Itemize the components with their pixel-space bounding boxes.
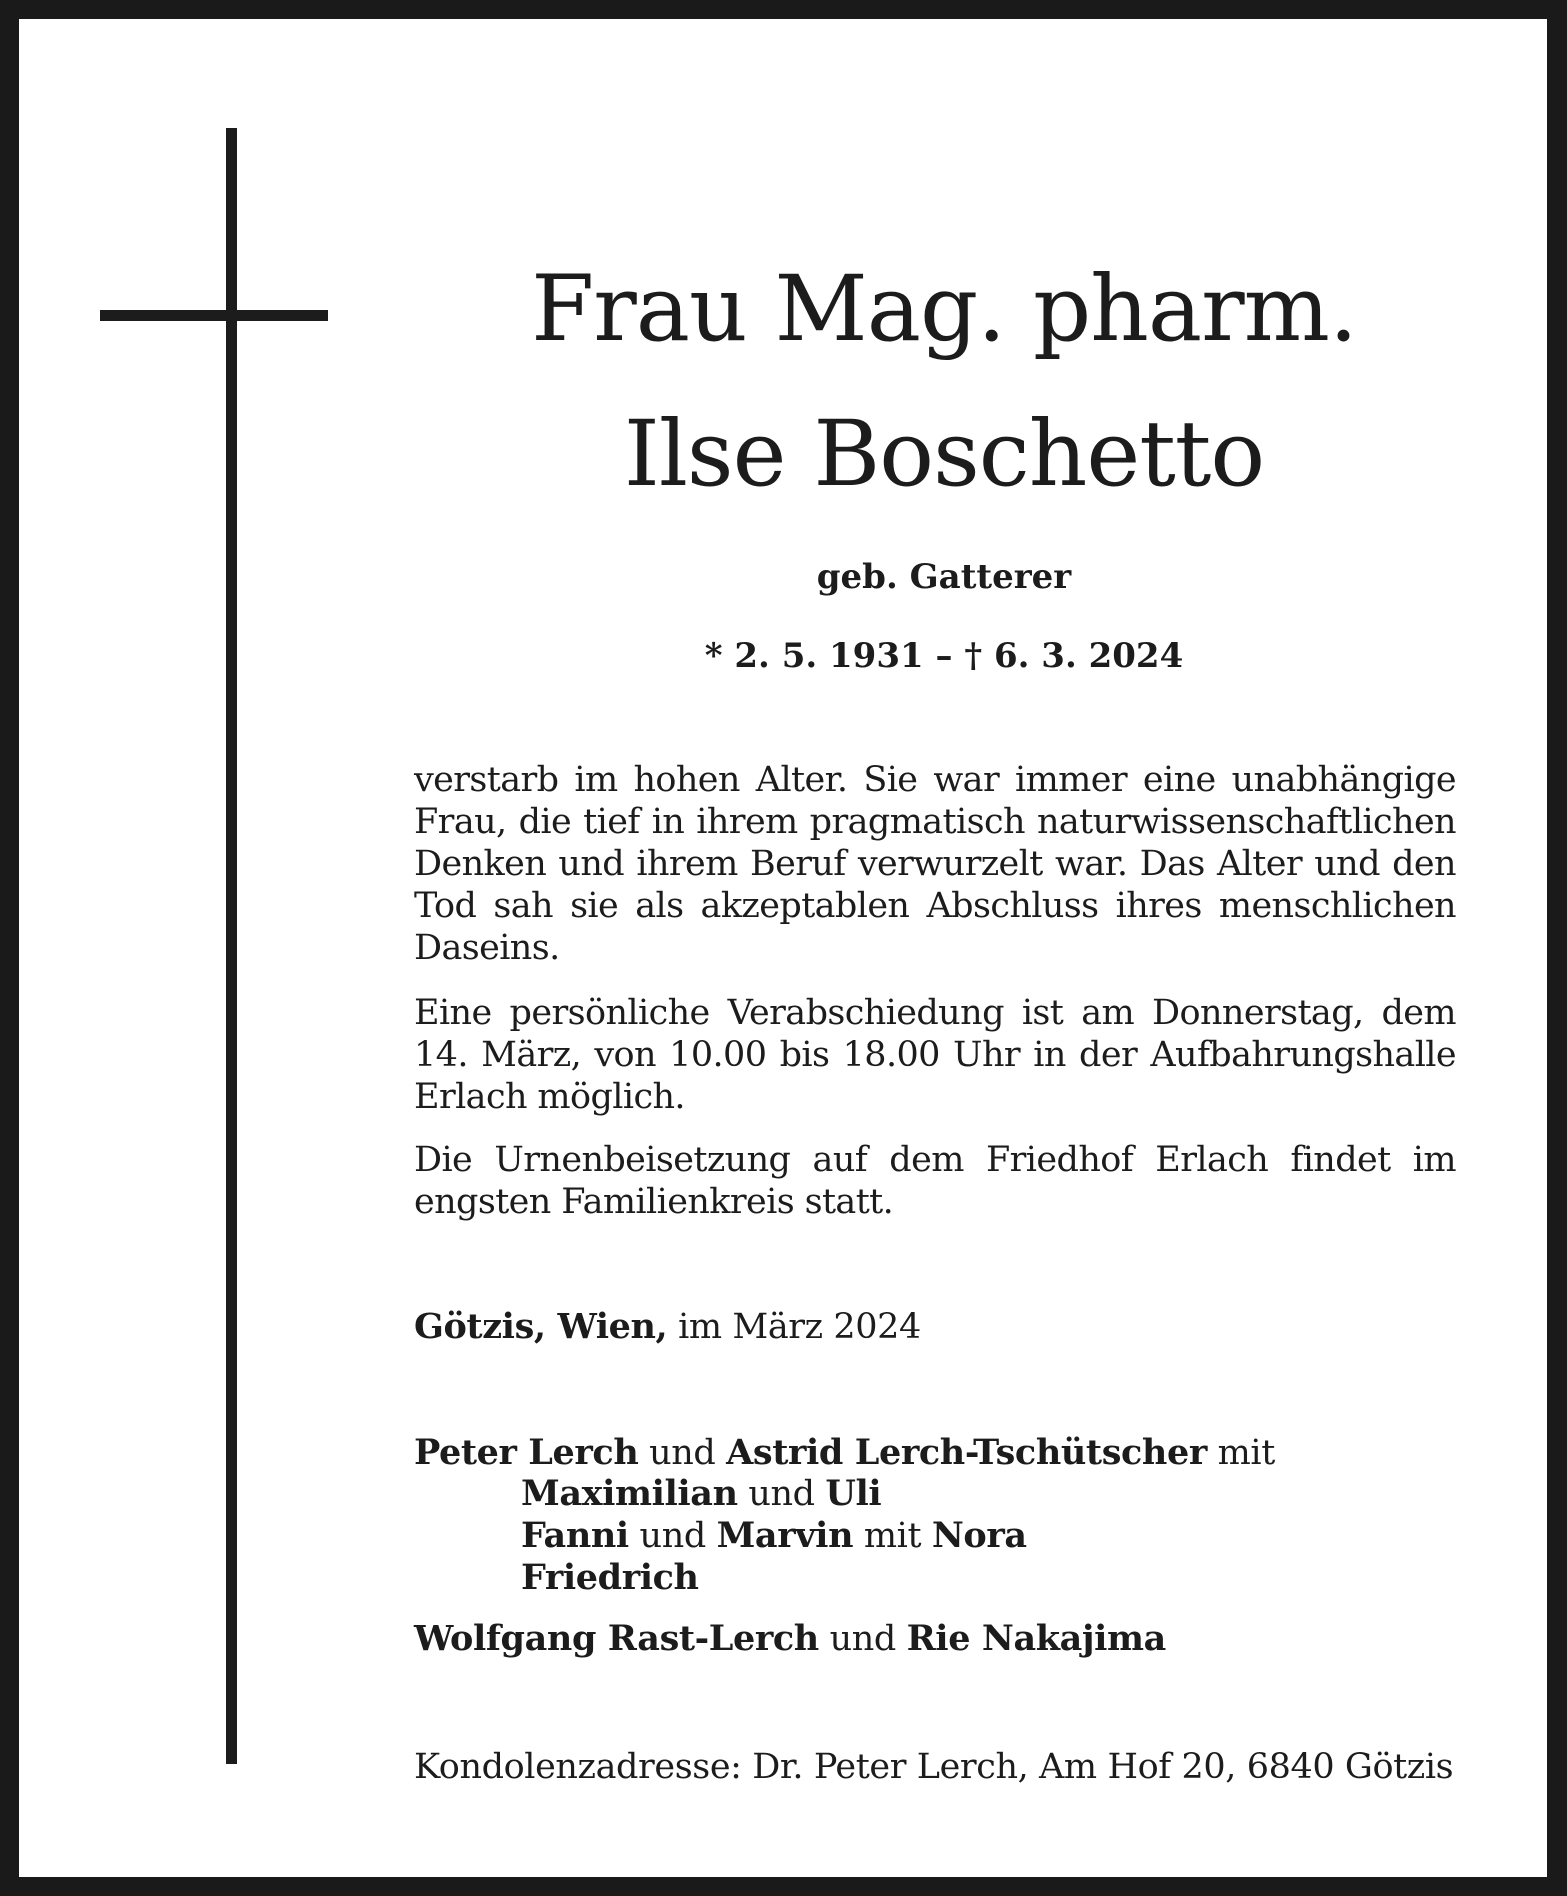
family-conjunction: und (649, 1433, 716, 1473)
family-name: Uli (825, 1473, 882, 1514)
family-conjunction: und (748, 1474, 815, 1514)
family-name: Friedrich (521, 1557, 699, 1598)
family-name: Maximilian (521, 1473, 738, 1514)
burial-paragraph: Die Urnenbeisetzung auf dem Friedhof Erlach findet im engsten Familienkreis statt. (414, 1140, 1456, 1222)
place-and-date (414, 1306, 921, 1348)
cross-vertical-bar (226, 128, 237, 1764)
deceased-name: Ilse Boschetto (623, 402, 1265, 507)
life-dates: * 2. 5. 1931 – † 6. 3. 2024 (704, 636, 1184, 676)
family-conjunction: und (639, 1516, 706, 1556)
date-text: im März 2024 (678, 1307, 921, 1347)
obituary-card (19, 19, 1547, 1877)
family-line (414, 1432, 1275, 1474)
family-name: Peter Lerch (414, 1432, 639, 1473)
farewell-paragraph: Eine persönliche Verabschiedung ist am Donnerstag, dem 14. März, von 10.00 bis 18.00 Uhr in der Aufbahrungshalle Erlach möglich. (414, 993, 1456, 1117)
family-name: Wolfgang Rast-Lerch (414, 1618, 819, 1659)
family-line (521, 1473, 881, 1515)
family-conjunction: mit (1217, 1433, 1275, 1473)
family-name: Rie Nakajima (906, 1618, 1166, 1659)
family-name: Marvin (716, 1515, 854, 1556)
family-line (521, 1557, 699, 1599)
family-line (521, 1515, 1027, 1557)
deceased-title-line1: Frau Mag. pharm. (531, 257, 1357, 362)
cross-horizontal-bar (100, 310, 328, 321)
family-name: Fanni (521, 1515, 629, 1556)
family-conjunction: und (829, 1619, 896, 1659)
family-name: Astrid Lerch-Tschütscher (726, 1432, 1207, 1473)
maiden-name: geb. Gatterer (816, 557, 1072, 597)
obituary-paragraph: verstarb im hohen Alter. Sie war immer eine unabhängige Frau, die tief in ihrem pragmatisch naturwissenschaftlichen Denken und ihrem Beruf verwurzelt war. Das Alter und den Tod sah sie als akzeptablen Abschluss ihres menschlichen Daseins. (414, 760, 1456, 968)
condolence-address: Kondolenzadresse: Dr. Peter Lerch, Am Hof 20, 6840 Götzis (414, 1747, 1454, 1787)
family-conjunction: mit (863, 1516, 922, 1556)
place-names: Götzis, Wien, (414, 1306, 668, 1347)
family-name: Nora (931, 1515, 1027, 1556)
family-line (414, 1618, 1166, 1660)
